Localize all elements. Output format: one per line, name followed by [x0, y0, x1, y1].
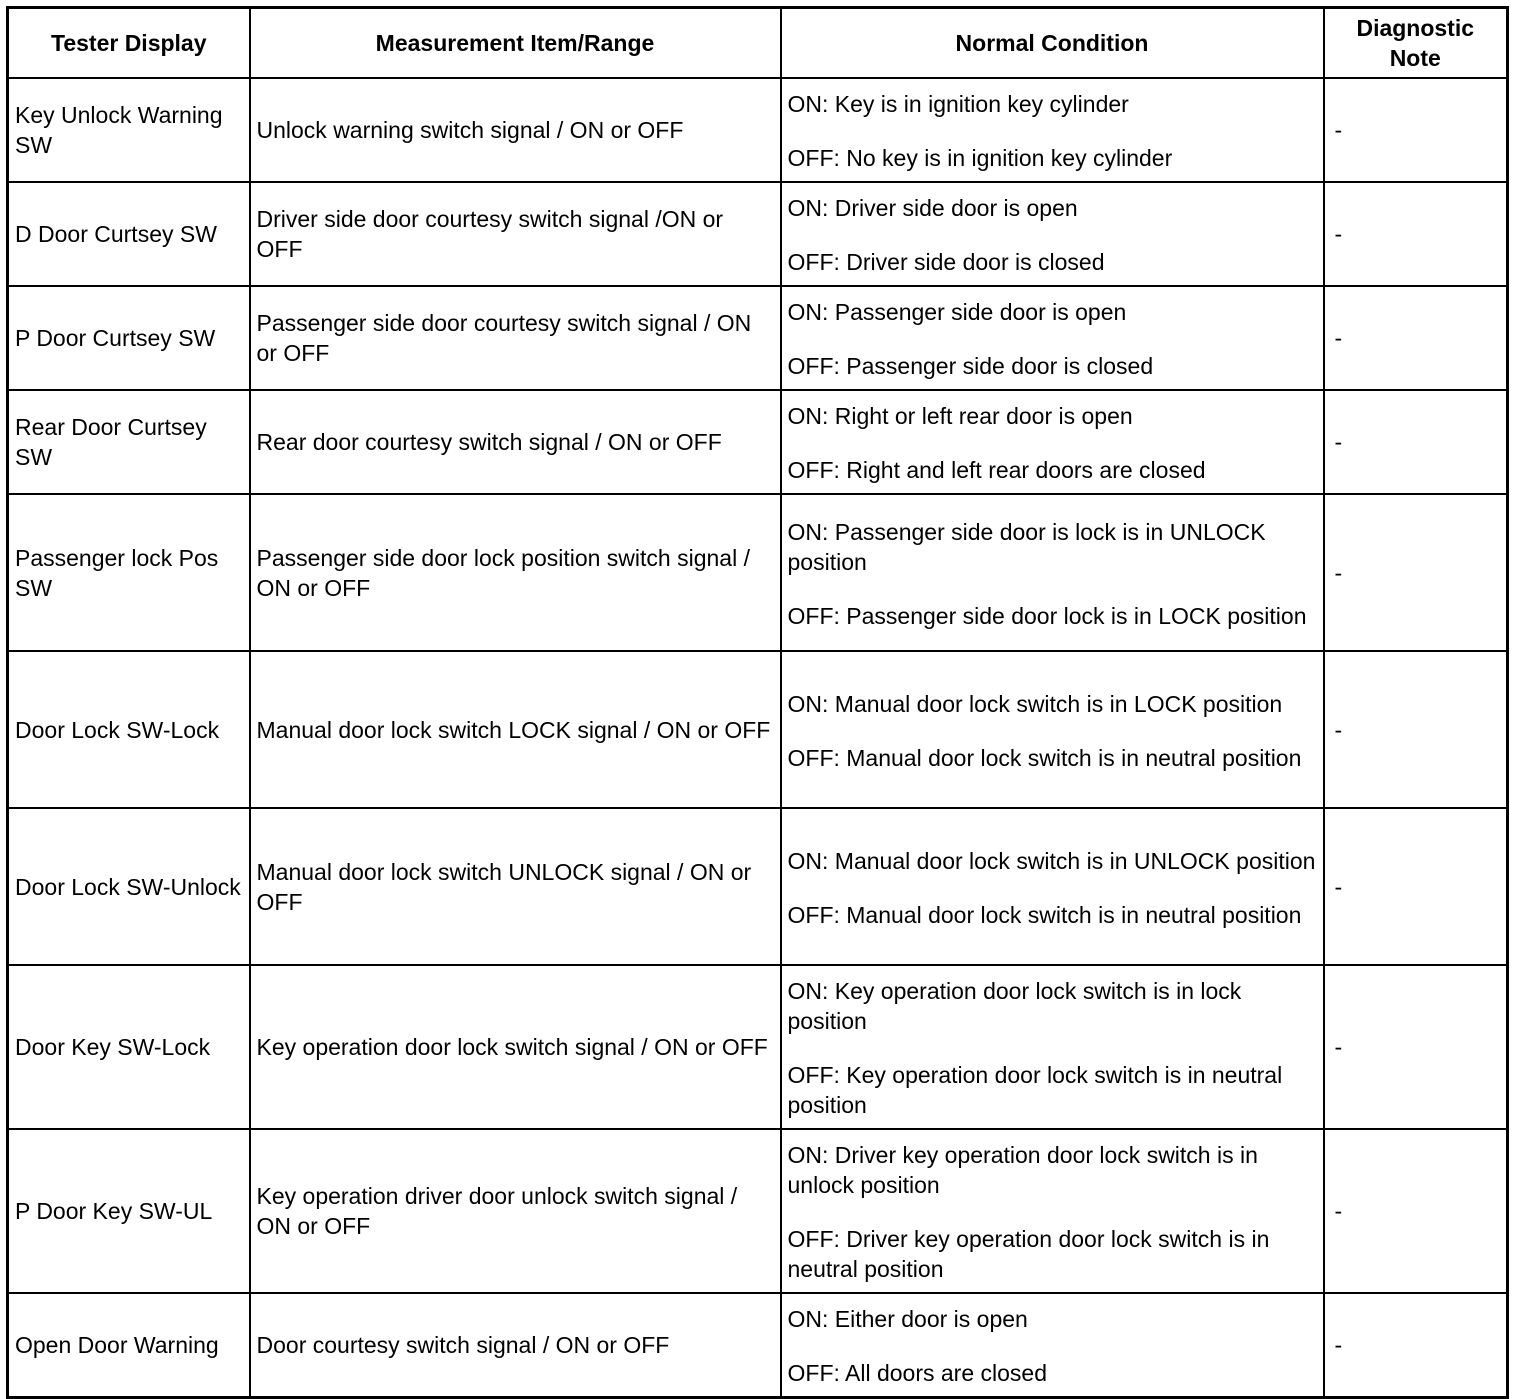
diagnostic-note-cell: -: [1324, 1293, 1508, 1398]
condition-on-text: ON: Driver key operation door lock switch is in unlock position: [787, 1142, 1258, 1198]
normal-condition-cell: [781, 965, 1324, 1129]
normal-condition-cell: [781, 286, 1324, 390]
tester-display-cell: Door Lock SW-Lock: [8, 651, 250, 808]
condition-on-text: ON: Passenger side door is lock is in UNLOCK position: [787, 518, 1266, 575]
condition-off-text: OFF: All doors are closed: [787, 1360, 1047, 1386]
measurement-cell: Driver side door courtesy switch signal /ON or OFF: [250, 182, 781, 286]
table-row: [8, 965, 1508, 1129]
tester-display-cell: P Door Curtsey SW: [8, 286, 250, 390]
diagnostic-note-cell: -: [1324, 1129, 1508, 1293]
header-row: [8, 8, 1508, 79]
diagnostic-note-cell: -: [1324, 390, 1508, 494]
tester-display-cell: D Door Curtsey SW: [8, 182, 250, 286]
data-list-table: [6, 6, 1509, 1399]
condition-on-text: ON: Either door is open: [787, 1306, 1028, 1332]
tester-display-cell: Key Unlock Warning SW: [8, 78, 250, 182]
measurement-cell: Rear door courtesy switch signal / ON or OFF: [250, 390, 781, 494]
tester-display-cell: Door Lock SW-Unlock: [8, 808, 250, 965]
condition-off-text: OFF: Manual door lock switch is in neutral position: [787, 901, 1302, 928]
table-row: [8, 1129, 1508, 1293]
condition-off-text: OFF: Key operation door lock switch is in neutral position: [787, 1062, 1283, 1118]
condition-on-text: ON: Manual door lock switch is in LOCK position: [787, 690, 1283, 717]
normal-condition-cell: [781, 494, 1324, 651]
measurement-cell: Passenger side door lock position switch signal / ON or OFF: [250, 494, 781, 651]
normal-condition-cell: [781, 78, 1324, 182]
table-row: [8, 78, 1508, 182]
condition-off-text: OFF: Manual door lock switch is in neutral position: [787, 744, 1302, 771]
diagnostic-note-cell: -: [1324, 494, 1508, 651]
diagnostic-note-cell: -: [1324, 78, 1508, 182]
header-normal-condition: Normal Condition: [781, 8, 1324, 79]
diagnostic-note-cell: -: [1324, 182, 1508, 286]
table-row: [8, 182, 1508, 286]
measurement-cell: Manual door lock switch UNLOCK signal / ON or OFF: [250, 808, 781, 965]
tester-display-cell: Open Door Warning: [8, 1293, 250, 1398]
condition-on-text: ON: Manual door lock switch is in UNLOCK position: [787, 847, 1316, 874]
header-measurement: Measurement Item/Range: [250, 8, 781, 79]
diagnostic-note-cell: -: [1324, 965, 1508, 1129]
diagnostic-note-cell: -: [1324, 808, 1508, 965]
tester-display-cell: Passenger lock Pos SW: [8, 494, 250, 651]
condition-on-text: ON: Key operation door lock switch is in lock position: [787, 978, 1242, 1034]
header-tester-display: Tester Display: [8, 8, 250, 79]
measurement-cell: Key operation door lock switch signal / ON or OFF: [250, 965, 781, 1129]
measurement-cell: Door courtesy switch signal / ON or OFF: [250, 1293, 781, 1398]
condition-off-text: OFF: Passenger side door lock is in LOCK position: [787, 602, 1307, 629]
tester-display-cell: Door Key SW-Lock: [8, 965, 250, 1129]
normal-condition-cell: [781, 1129, 1324, 1293]
normal-condition-cell: [781, 182, 1324, 286]
table-row: [8, 390, 1508, 494]
measurement-cell: Passenger side door courtesy switch signal / ON or OFF: [250, 286, 781, 390]
normal-condition-cell: [781, 651, 1324, 808]
condition-on-text: ON: Driver side door is open: [787, 195, 1078, 221]
condition-off-text: OFF: Driver key operation door lock switch is in neutral position: [787, 1226, 1270, 1282]
tester-display-cell: P Door Key SW-UL: [8, 1129, 250, 1293]
condition-off-text: OFF: Passenger side door is closed: [787, 353, 1154, 379]
condition-off-text: OFF: No key is in ignition key cylinder: [787, 145, 1173, 171]
table-row: [8, 494, 1508, 651]
condition-off-text: OFF: Right and left rear doors are closed: [787, 457, 1206, 483]
tester-display-cell: Rear Door Curtsey SW: [8, 390, 250, 494]
measurement-cell: Manual door lock switch LOCK signal / ON or OFF: [250, 651, 781, 808]
normal-condition-cell: [781, 1293, 1324, 1398]
condition-on-text: ON: Right or left rear door is open: [787, 403, 1133, 429]
table-row: [8, 808, 1508, 965]
header-diagnostic-note: Diagnostic Note: [1324, 8, 1508, 79]
condition-on-text: ON: Passenger side door is open: [787, 299, 1127, 325]
condition-on-text: ON: Key is in ignition key cylinder: [787, 91, 1129, 117]
condition-off-text: OFF: Driver side door is closed: [787, 249, 1105, 275]
diagnostic-note-cell: -: [1324, 286, 1508, 390]
measurement-cell: Key operation driver door unlock switch signal / ON or OFF: [250, 1129, 781, 1293]
normal-condition-cell: [781, 390, 1324, 494]
table-row: [8, 286, 1508, 390]
normal-condition-cell: [781, 808, 1324, 965]
diagnostic-note-cell: -: [1324, 651, 1508, 808]
measurement-cell: Unlock warning switch signal / ON or OFF: [250, 78, 781, 182]
table-row: [8, 1293, 1508, 1398]
table-row: [8, 651, 1508, 808]
